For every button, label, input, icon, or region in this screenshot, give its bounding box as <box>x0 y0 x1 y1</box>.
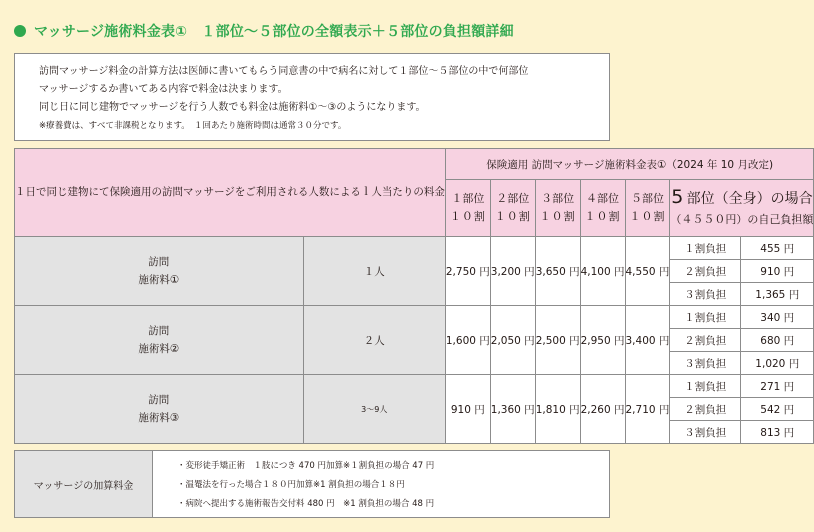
additional-fees-list <box>153 451 434 517</box>
row-persons-3: 3〜9人 <box>303 375 445 444</box>
persons-condition-note: １日で同じ建物にて保険適用の訪問マッサージをご利用される人数によるｌ人当たりの料金 <box>15 149 446 237</box>
intro-note: ※療養費は、すべて非課税となります。 １回あたり施術時間は通常３０分です。 <box>39 121 347 131</box>
fee-3-3: 1,810 円 <box>535 375 580 444</box>
part-header-3: ３部位 １０割 <box>535 180 580 237</box>
five-parts-label: 部位（全身）の場合 <box>686 190 813 207</box>
fee-2-4: 2,950 円 <box>580 306 625 375</box>
fee-1-1: 2,750 円 <box>445 237 490 306</box>
intro-box <box>14 53 610 141</box>
fee-3-1: 910 円 <box>445 375 490 444</box>
burden-label: ２割負担 <box>670 260 741 283</box>
row-name-2: 訪問 施術料② <box>15 306 304 375</box>
part-header-1: １部位 １０割 <box>445 180 490 237</box>
burden-label: ３割負担 <box>670 283 741 306</box>
fee-1-5: 4,550 円 <box>625 237 670 306</box>
page-title-text: マッサージ施術料金表① １部位〜５部位の全額表示＋５部位の負担額詳細 <box>34 24 514 40</box>
fee-2-1: 1,600 円 <box>445 306 490 375</box>
row-persons-2: ２人 <box>303 306 445 375</box>
burden-label: ２割負担 <box>670 329 741 352</box>
burden-amount: 910 円 <box>741 260 814 283</box>
fee-1-3: 3,650 円 <box>535 237 580 306</box>
intro-line-3: 同じ日に同じ建物でマッサージを行う人数でも料金は施術料①〜③のようになります。 <box>39 102 426 113</box>
row-name-3: 訪問 施術料③ <box>15 375 304 444</box>
additional-fee-item: ・病院へ提出する施術報告交付料 480 円 ※1 割負担の場合 48 円 <box>177 499 435 509</box>
fee-table <box>14 148 814 444</box>
burden-amount: 1,020 円 <box>741 352 814 375</box>
burden-amount: 813 円 <box>741 421 814 444</box>
burden-label: １割負担 <box>670 237 741 260</box>
intro-line-2: マッサージするか書いてある内容で料金は決まります。 <box>39 84 288 95</box>
five-parts-number: 5 <box>671 185 684 208</box>
burden-label: ３割負担 <box>670 352 741 375</box>
green-bullet-icon <box>14 25 26 37</box>
burden-amount: 1,365 円 <box>741 283 814 306</box>
fee-3-5: 2,710 円 <box>625 375 670 444</box>
burden-amount: 680 円 <box>741 329 814 352</box>
part-header-5: ５部位 １０割 <box>625 180 670 237</box>
fee-2-5: 3,400 円 <box>625 306 670 375</box>
five-parts-header <box>670 180 814 237</box>
burden-label: ３割負担 <box>670 421 741 444</box>
burden-amount: 271 円 <box>741 375 814 398</box>
page-title <box>14 20 514 42</box>
intro-line-1: 訪問マッサージ料金の計算方法は医師に書いてもらう同意書の中で病名に対して１部位〜５部位の中で何部位 <box>39 66 529 77</box>
additional-fee-item: ・変形徒手矯正術 １肢につき 470 円加算※１割負担の場合 47 円 <box>177 461 435 471</box>
burden-amount: 455 円 <box>741 237 814 260</box>
row-persons-1: １人 <box>303 237 445 306</box>
additional-fee-item: ・温罨法を行った場合１８０円加算※1 割負担の場合１８円 <box>177 480 405 490</box>
table-subtitle: 保険適用 訪問マッサージ施術料金表①（2024 年 10 月改定) <box>445 149 814 180</box>
burden-amount: 340 円 <box>741 306 814 329</box>
burden-label: １割負担 <box>670 306 741 329</box>
part-header-2: ２部位 １０割 <box>490 180 535 237</box>
row-name-1: 訪問 施術料① <box>15 237 304 306</box>
fee-1-2: 3,200 円 <box>490 237 535 306</box>
fee-2-2: 2,050 円 <box>490 306 535 375</box>
burden-amount: 542 円 <box>741 398 814 421</box>
burden-label: ２割負担 <box>670 398 741 421</box>
additional-fees-box <box>14 450 610 518</box>
part-header-4: ４部位 １０割 <box>580 180 625 237</box>
fee-3-4: 2,260 円 <box>580 375 625 444</box>
additional-fees-label: マッサージの加算料金 <box>15 451 153 517</box>
fee-3-2: 1,360 円 <box>490 375 535 444</box>
fee-2-3: 2,500 円 <box>535 306 580 375</box>
fee-1-4: 4,100 円 <box>580 237 625 306</box>
burden-label: １割負担 <box>670 375 741 398</box>
five-parts-subtext: （４５５０円）の自己負担額 <box>670 212 814 226</box>
